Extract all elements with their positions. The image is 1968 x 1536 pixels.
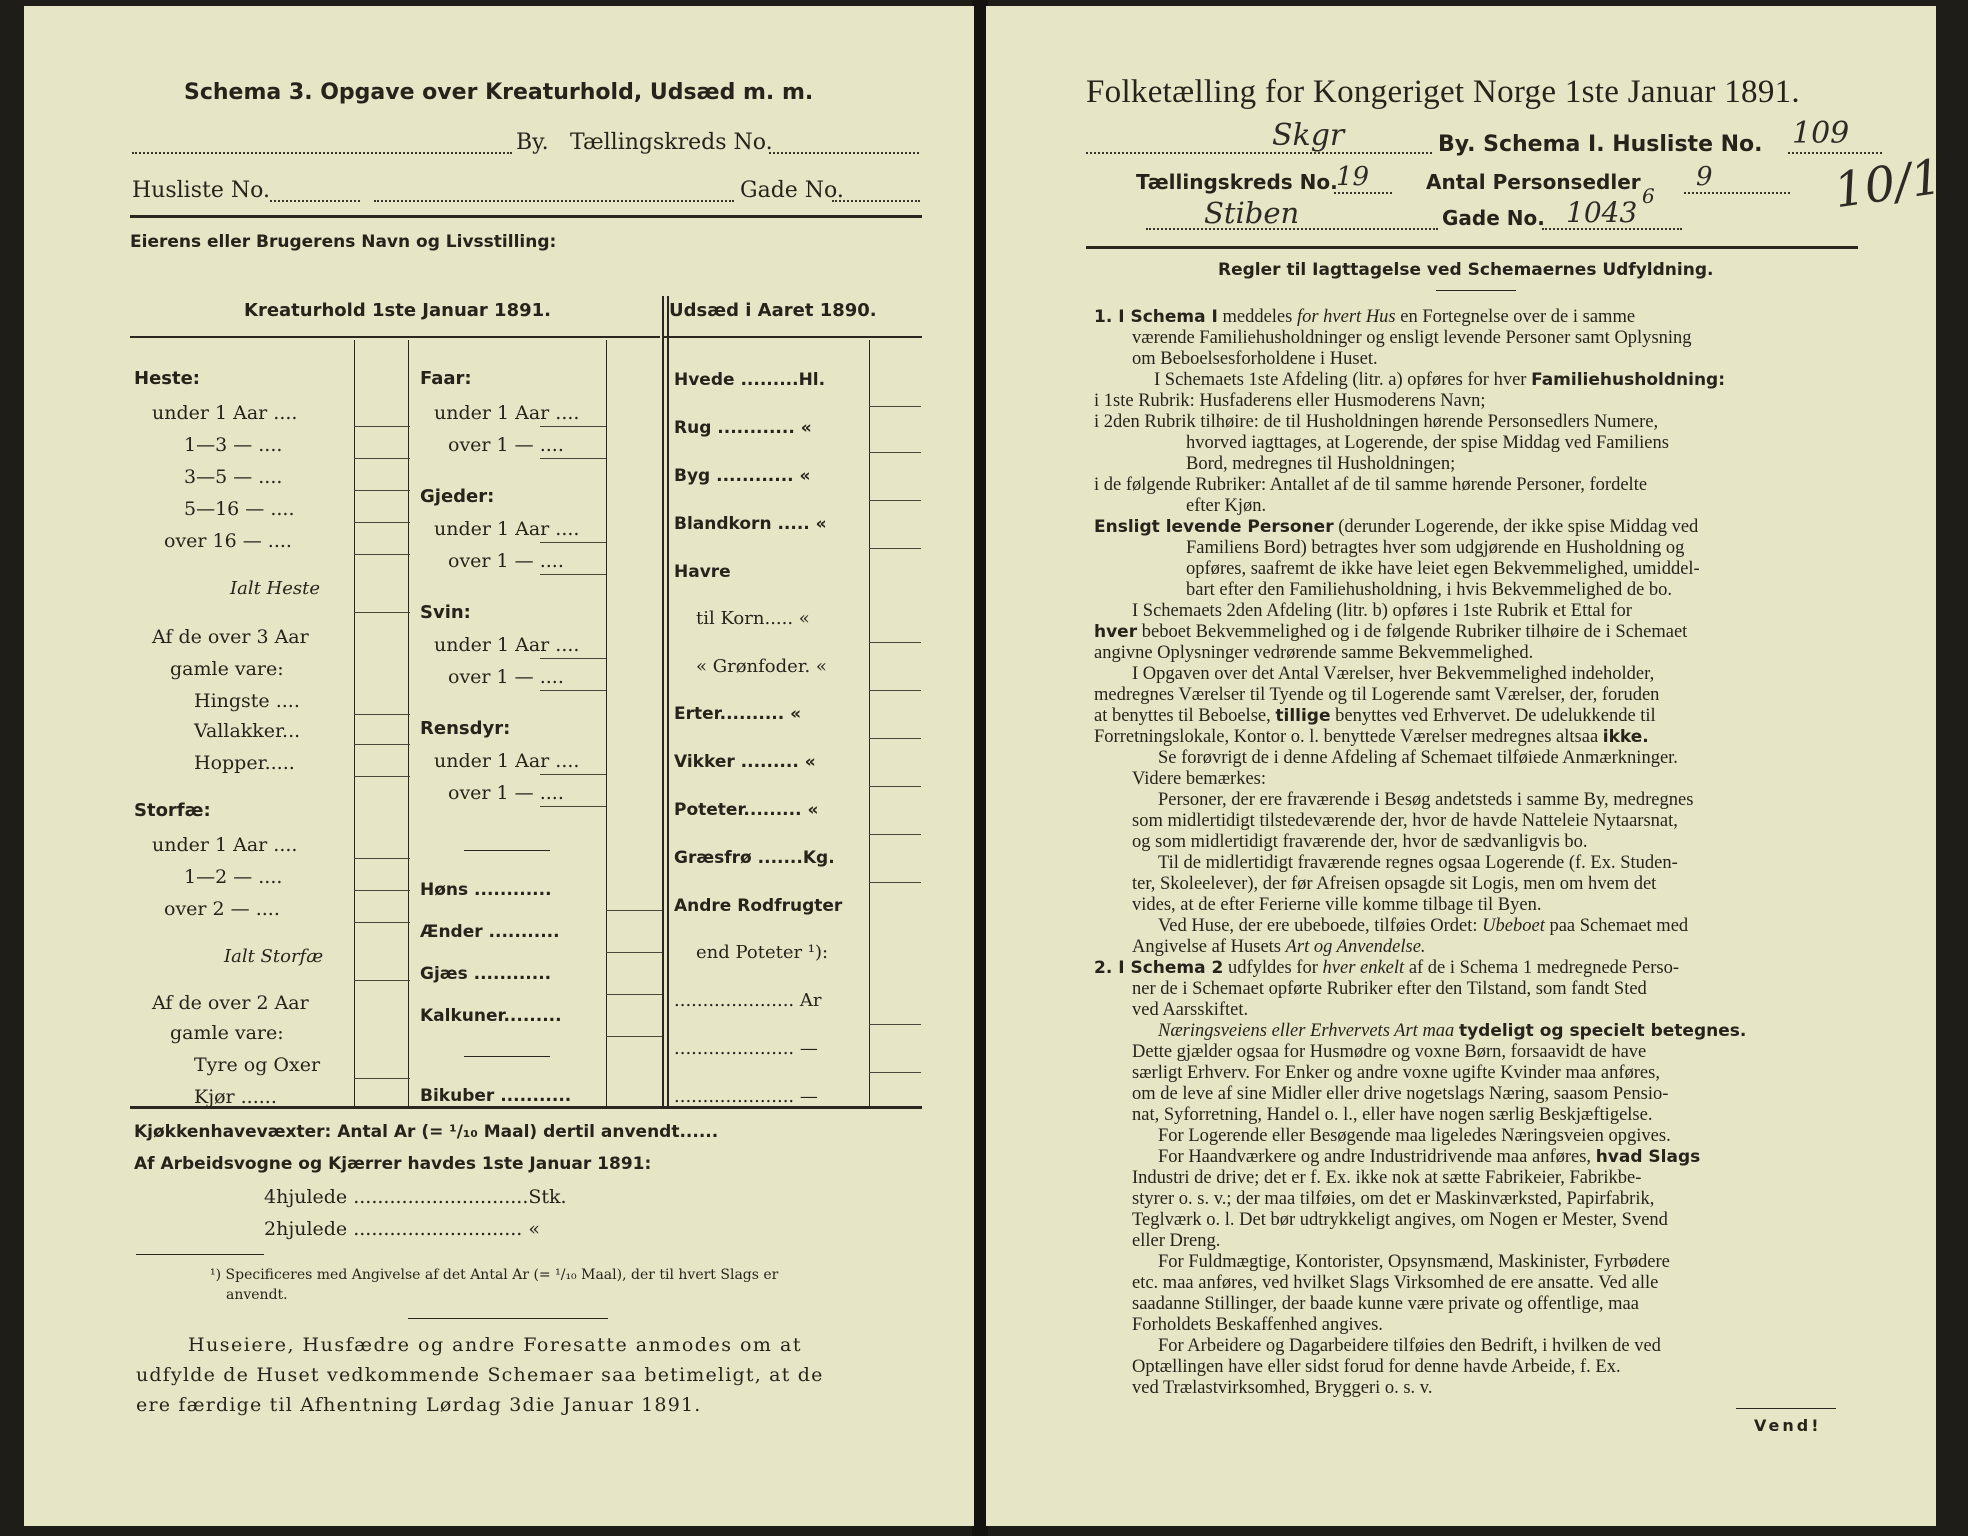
rules-line: som midlertidigt tilstedeværende der, hvor de havde Natteleie Nytaarsnat, [1132,811,1678,831]
rules-line: ved Trælastvirksomhed, Bryggeri o. s. v. [1132,1378,1433,1398]
closing-line-1: Huseiere, Husfædre og andre Foresatte anmodes om at [188,1334,802,1356]
vallakker: Vallakker... [194,720,301,742]
rules-line: styrer o. s. v.; der maa tilføies, om det er Maskinværksted, Papirfabrik, [1132,1189,1655,1209]
separator-rule [408,1318,608,1319]
footnote-line-2: anvendt. [226,1287,288,1303]
rules-line: vides, at de efter Ferierne ville komme tilbage til Byen. [1132,895,1542,915]
double-divider-a [662,296,664,1106]
value-cell [354,714,410,715]
ialt-storfae: Ialt Storfæ [224,946,324,967]
rules-line: For Logerende eller Besøgende maa ligeledes Næringsveien opgives. [1158,1126,1671,1146]
value-cell [869,786,921,787]
value-cell [354,744,410,745]
graesfro: Græsfrø .......Kg. [674,848,835,868]
value-cell [354,612,410,613]
value-cell [540,774,606,775]
by-name-blank [132,152,512,154]
hons: Høns ............ [420,880,552,900]
poteter: Poteter......... « [674,800,819,820]
heste-row-3: 3—5 — .... [184,466,283,488]
value-cell [869,1024,921,1025]
rules-line: I Schemaets 2den Afdeling (litr. b) opføres i 1ste Rubrik et Ettal for [1132,601,1632,621]
rules-line: særligt Erhverv. For Enker og andre voxne ugifte Kvinder maa anføres, [1132,1063,1660,1083]
storfae-heading: Storfæ: [134,800,211,821]
husliste-blank [1788,152,1882,154]
gamle-vare-1: gamle vare: [170,658,284,680]
value-cell [869,834,921,835]
double-divider-b [667,296,669,1106]
byg: Byg ............ « [674,466,811,486]
rules-line: 1. I Schema I meddeles for hvert Hus en Fortegnelse over de i samme [1094,307,1636,327]
aender: Ænder ........... [420,922,560,942]
faar-heading: Faar: [420,368,472,389]
rules-line: For Fuldmægtige, Kontorister, Opsynsmænd, Maskinister, Fyrbødere [1158,1252,1670,1272]
right-page-schema-1 [986,6,1946,1526]
footnote-line-1: ¹) Specificeres med Angivelse af det Antal Ar (= ¹/₁₀ Maal), der til hvert Slags er [210,1267,779,1283]
rules-line: etc. maa anføres, ved hvilket Slags Virksomhed de ere ansatte. Ved alle [1132,1273,1659,1293]
value-cell [869,548,921,549]
by-schema-husliste: By. Schema I. Husliste No. [1438,132,1763,157]
gamle-vare-2: gamle vare: [170,1022,284,1044]
arbeidsvogne: Af Arbeidsvogne og Kjærrer havdes 1ste Januar 1891: [134,1154,652,1174]
vikker: Vikker ......... « [674,752,816,772]
rules-line: Videre bemærkes: [1132,769,1266,789]
rules-line: i 2den Rubrik tilhøire: de til Husholdningen hørende Personsedlers Numere, [1094,412,1659,432]
rules-line: Forretningslokale, Kontor o. l. benyttede Værelser medregnes altsaa ikke. [1094,727,1649,747]
faar-over-1: over 1 — .... [448,434,564,456]
value-cell [354,522,410,523]
value-cell [354,426,410,427]
value-cell [540,690,606,691]
svin-over-1: over 1 — .... [448,666,564,688]
rules-line: Dette gjælder ogsaa for Husmødre og voxne Børn, forsaavidt de have [1132,1042,1647,1062]
handwritten-husliste-no: 109 [1792,116,1850,151]
tyre-og-oxer: Tyre og Oxer [194,1054,321,1076]
rules-line: angivne Oplysninger vedrørende samme Bekvemmelighed. [1094,643,1534,663]
rules-line: hver beboet Bekvemmelighed og i de følgende Rubriker tilhøire de i Schemaet [1094,622,1688,642]
value-cell [354,858,410,859]
handwritten-gade-name: Stiben [1204,196,1300,230]
rules-line: I Opgaven over det Antal Værelser, hver Bekvemmelighed indeholder, [1132,664,1655,684]
rules-line: Familiens Bord) betragtes hver som udgjørende en Husholdning og [1186,538,1685,558]
af-over-2-aar: Af de over 2 Aar [152,992,309,1014]
kjokkenhavevaexter: Kjøkkenhavevæxter: Antal Ar (= ¹/₁₀ Maal) dertil anvendt...... [134,1122,719,1142]
col1-value-line-right [408,340,409,1106]
blandkorn: Blandkorn ..... « [674,514,827,534]
short-rule [464,1056,550,1057]
svin-heading: Svin: [420,602,471,623]
gade-no-blank [832,200,920,202]
havre-gronfoder: « Grønfoder. « [696,656,827,677]
value-cell [354,890,410,891]
rules-line: hvorved iagttages, at Logerende, der spise Middag ved Familiens [1186,433,1669,453]
value-cell [540,574,606,575]
value-cell [869,406,921,407]
heste-heading: Heste: [134,368,200,389]
rules-line: Bord, medregnes til Husholdningen; [1186,454,1456,474]
value-cell [869,500,921,501]
heste-row-2: 1—3 — .... [184,434,283,456]
heste-row-1: under 1 Aar .... [152,402,298,424]
short-rule [464,850,550,851]
storfae-row-2: 1—2 — .... [184,866,283,888]
rules-line: om de leve af sine Midler eller drive nogetslags Næring, saasom Pensio- [1132,1084,1669,1104]
hopper: Hopper..... [194,752,295,774]
value-cell [540,542,606,543]
bikuber: Bikuber ........... [420,1086,572,1106]
havre-til-korn: til Korn..... « [696,608,810,629]
rules-line: Teglværk o. l. Det bør udtrykkeligt angives, om Nogen er Mester, Svend [1132,1210,1668,1230]
rug: Rug ............ « [674,418,812,438]
value-cell [869,882,921,883]
svin-under-1: under 1 Aar .... [434,634,580,656]
taellingskreds-label: Tællingskreds No. [570,130,773,155]
gjaes: Gjæs ............ [420,964,552,984]
heading-rule [1436,290,1516,291]
husliste-blank [270,200,360,202]
value-cell [354,554,410,555]
gjeder-over-1: over 1 — .... [448,550,564,572]
value-cell [869,1072,921,1073]
col2-value-line-left [606,340,607,1106]
rules-line: Industri de drive; det er f. Ex. ikke nok at sætte Fabrikeier, Fabrikbe- [1132,1168,1642,1188]
handwritten-margin-note: 10/1 [1830,148,1946,220]
end-poteter: end Poteter ¹): [696,942,829,963]
rules-line: bart efter den Familiehusholdning, i hvis Bekvemmelighed de bo. [1186,580,1673,600]
rules-line: Se forøvrigt de i denne Afdeling af Schemaet tilføiede Anmærkninger. [1158,748,1678,768]
rules-line: i de følgende Rubriker: Antallet af de til samme hørende Personer, fordelte [1094,475,1648,495]
heste-row-4: 5—16 — .... [184,498,295,520]
erter: Erter.......... « [674,704,802,724]
storfae-row-3: over 2 — .... [164,898,280,920]
header-rule [130,215,922,218]
vend-label: Vend! [1754,1416,1822,1435]
rules-line: For Haandværkere og andre Industridrivende maa anføres, hvad Slags [1158,1147,1701,1167]
value-cell [869,690,921,691]
rules-line: I Schemaets 1ste Afdeling (litr. a) opføres for hver Familiehusholdning: [1154,370,1726,390]
heste-row-5: over 16 — .... [164,530,292,552]
closing-line-2: udfylde de Huset vedkommende Schemaer saa betimeligt, at de [136,1364,824,1386]
rodfrugt-ar-row: ..................... Ar [674,990,822,1011]
value-cell [606,994,662,995]
rensdyr-under-1: under 1 Aar .... [434,750,580,772]
handwritten-kreds-no: 19 [1336,162,1370,192]
handwritten-gade-sup: 6 [1642,184,1655,208]
rules-line: 2. I Schema 2 udfyldes for hver enkelt af de i Schema 1 medregnede Perso- [1094,958,1680,978]
rules-line: opføres, saafremt de ikke have leiet egen Bekvemmelighed, umiddel- [1186,559,1700,579]
rules-line: ved Aarsskiftet. [1132,1000,1249,1020]
value-cell [354,980,410,981]
husliste-label: Husliste No. [132,178,270,203]
left-page-schema-3 [24,6,974,1526]
handwritten-by: Skgr [1272,118,1345,153]
col3-value-line-left [869,340,870,1106]
closing-line-3: ere færdige til Afhentning Lørdag 3die Januar 1891. [136,1394,702,1416]
gjeder-under-1: under 1 Aar .... [434,518,580,540]
value-cell [869,738,921,739]
rensdyr-over-1: over 1 — .... [448,782,564,804]
gade-label: Gade No. [740,178,844,203]
rodfrugt-row-2: ..................... — [674,1038,818,1059]
col1-value-line-left [354,340,355,1106]
rodfrugt-row-3: ..................... — [674,1086,818,1107]
to-hjulede: 2hjulede ............................ « [264,1218,540,1240]
rules-line: Angivelse af Husets Art og Anvendelse. [1132,937,1426,957]
rules-line: Næringsveiens eller Erhvervets Art maa tydeligt og specielt betegnes. [1158,1021,1747,1041]
header-rule [1086,246,1858,249]
header-underline-left [130,336,660,338]
value-cell [606,1036,662,1037]
rules-line: Personer, der ere fraværende i Besøg andetsteds i samme By, medregnes [1158,790,1694,810]
header-kreaturhold: Kreaturhold 1ste Januar 1891. [244,300,551,321]
ialt-heste: Ialt Heste [230,578,321,599]
rules-line: nat, Syforretning, Handel o. l., eller have nogen særlig Beskjæftigelse. [1132,1105,1653,1125]
handwritten-antal: 9 [1696,162,1713,192]
rules-line: og som midlertidigt fraværende der, hvor de sædvanligvis bo. [1132,832,1588,852]
rules-line: i 1ste Rubrik: Husfaderens eller Husmoderens Navn; [1094,391,1486,411]
rules-heading: Regler til Iagttagelse ved Schemaernes Udfyldning. [1218,260,1714,280]
storfae-row-1: under 1 Aar .... [152,834,298,856]
taellingskreds-blank [1334,192,1392,194]
value-cell [354,1078,410,1079]
antal-blank [1684,192,1790,194]
value-cell [540,426,606,427]
kalkuner: Kalkuner......... [420,1006,562,1026]
value-cell [540,658,606,659]
gade-name-blank [374,200,734,202]
footnote-rule [136,1254,264,1255]
taellingskreds-label: Tællingskreds No. [1136,170,1338,194]
rules-line: Optællingen have eller sidst forud for denne havde Arbeide, f. Ex. [1132,1357,1621,1377]
rules-line: Forholdets Beskaffenhed angives. [1132,1315,1383,1335]
rules-line: ner de i Schemaet opførte Rubriker efter den Tilstand, som fandt Sted [1132,979,1647,999]
value-cell [606,952,662,953]
rules-line: eller Dreng. [1132,1231,1221,1251]
census-title: Folketælling for Kongeriget Norge 1ste Januar 1891. [1086,74,1800,110]
value-cell [354,922,410,923]
rules-line: om Beboelsesforholdene i Huset. [1132,349,1378,369]
rules-line: ter, Skoleelever), der før Afreisen opsagde sit Logis, men om hvem det [1132,874,1657,894]
handwritten-gade-no: 1043 [1566,196,1638,229]
by-label: By. [516,130,549,155]
gade-label: Gade No. [1442,206,1545,230]
value-cell [354,776,410,777]
header-underline-right [664,336,922,338]
value-cell [606,910,662,911]
schema-3-title: Schema 3. Opgave over Kreaturhold, Udsæd m. m. [184,80,814,105]
andre-rodfrugter: Andre Rodfrugter [674,896,843,916]
hingste: Hingste .... [194,690,300,712]
faar-under-1: under 1 Aar .... [434,402,580,424]
taellingskreds-blank [769,152,919,154]
rules-line: at benyttes til Beboelse, tillige benyttes ved Erhvervet. De udelukkende til [1094,706,1656,726]
rules-line: saadanne Stillinger, der baade kunne være private og offentlige, maa [1132,1294,1639,1314]
value-cell [354,458,410,459]
value-cell [540,458,606,459]
rules-line: Til de midlertidigt fraværende regnes ogsaa Logerende (f. Ex. Studen- [1158,853,1678,873]
antal-personsedler-label: Antal Personsedler [1426,170,1641,194]
hvede: Hvede .........Hl. [674,370,826,390]
vend-rule [1736,1408,1836,1409]
kjor: Kjør ...... [194,1086,277,1108]
eier-label: Eierens eller Brugerens Navn og Livsstilling: [130,232,557,252]
value-cell [540,806,606,807]
value-cell [869,642,921,643]
gjeder-heading: Gjeder: [420,486,495,507]
havre: Havre [674,562,731,582]
rules-line: Ved Huse, der ere ubeboede, tilføies Ordet: Ubeboet paa Schemaet med [1158,916,1689,936]
fire-hjulede: 4hjulede .............................Stk. [264,1186,567,1208]
rules-line: værende Familiehusholdninger og ensligt levende Personer samt Oplysning [1132,328,1692,348]
value-cell [869,452,921,453]
af-over-3-aar: Af de over 3 Aar [152,626,309,648]
rules-line: Ensligt levende Personer (derunder Logerende, der ikke spise Middag ved [1094,517,1699,537]
rules-line: efter Kjøn. [1186,496,1267,516]
by-name-blank [1086,152,1432,154]
rules-line: For Arbeidere og Dagarbeidere tilføies den Bedrift, i hvilken de ved [1158,1336,1661,1356]
rules-line: medregnes Værelser til Tyende og til Logerende samt Værelser, der, foruden [1094,685,1660,705]
header-udsaed: Udsæd i Aaret 1890. [669,300,877,321]
value-cell [354,490,410,491]
rensdyr-heading: Rensdyr: [420,718,511,739]
